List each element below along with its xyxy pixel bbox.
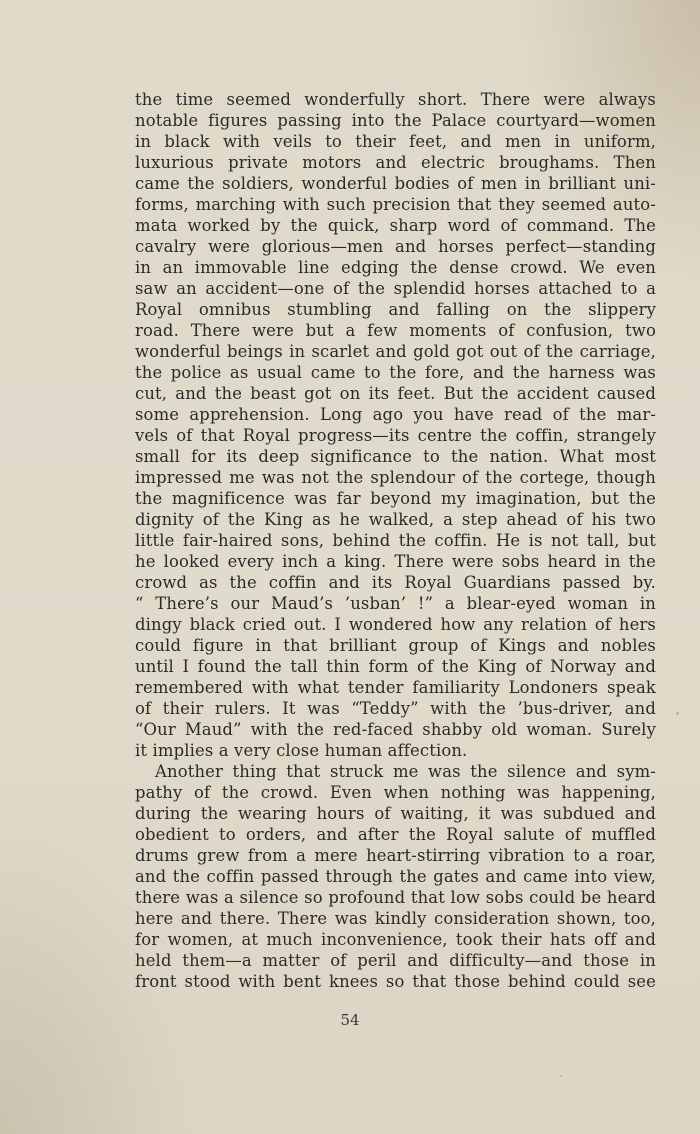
text-line: the time seemed wonderfully short. There were always bbox=[135, 90, 656, 109]
text-line: forms, marching with such precision that they seemed auto- bbox=[135, 195, 656, 214]
paragraph-end-line: it implies a very close human affection. bbox=[135, 741, 468, 760]
text-line: obedient to orders, and after the Royal salute of muffled bbox=[135, 825, 656, 844]
text-line: the police as usual came to the fore, and the harness was bbox=[135, 363, 656, 382]
text-line: in black with veils to their feet, and men in uniform, bbox=[135, 132, 656, 151]
text-line: drums grew from a mere heart-stirring vibration to a roar, bbox=[135, 846, 656, 865]
text-line: vels of that Royal progress—its centre the coffin, strangely bbox=[135, 426, 656, 445]
text-line: cut, and the beast got on its feet. But the accident caused bbox=[135, 384, 656, 403]
text-line: front stood with bent knees so that those behind could see bbox=[135, 972, 656, 991]
paper-speck bbox=[560, 1075, 562, 1077]
text-line: until I found the tall thin form of the King of Norway and bbox=[135, 657, 656, 676]
text-line: for women, at much inconvenience, took their hats off and bbox=[135, 930, 656, 949]
text-line: dingy black cried out. I wondered how any relation of hers bbox=[135, 615, 656, 634]
text-line: impressed me was not the splendour of the cortege, though bbox=[135, 468, 656, 487]
body-text bbox=[135, 89, 656, 992]
paragraph-start-line: Another thing that struck me was the silence and sym- bbox=[155, 762, 656, 781]
text-line: there was a silence so profound that low sobs could be heard bbox=[135, 888, 656, 907]
text-line: mata worked by the quick, sharp word of command. The bbox=[135, 216, 656, 235]
text-line: dignity of the King as he walked, a step ahead of his two bbox=[135, 510, 656, 529]
page-number: 54 bbox=[340, 1011, 360, 1029]
text-line: cavalry were glorious—men and horses perfect—standing bbox=[135, 237, 656, 256]
text-line: pathy of the crowd. Even when nothing was happening, bbox=[135, 783, 656, 802]
text-line: Royal omnibus stumbling and falling on the slippery bbox=[135, 300, 656, 319]
text-line: road. There were but a few moments of confusion, two bbox=[135, 321, 656, 340]
text-line: he looked every inch a king. There were sobs heard in the bbox=[135, 552, 656, 571]
text-line: notable figures passing into the Palace courtyard—women bbox=[135, 111, 656, 130]
text-line: the magnificence was far beyond my imagination, but the bbox=[135, 489, 656, 508]
text-line: during the wearing hours of waiting, it was subdued and bbox=[135, 804, 656, 823]
text-line: held them—a matter of peril and difficulty—and those in bbox=[135, 951, 656, 970]
text-line: here and there. There was kindly consideration shown, too, bbox=[135, 909, 656, 928]
text-line: of their rulers. It was “Teddy” with the ’bus-driver, and bbox=[135, 699, 656, 718]
text-line: luxurious private motors and electric broughams. Then bbox=[135, 153, 656, 172]
text-line: “ There’s our Maud’s ’usban’ !” a blear-eyed woman in bbox=[135, 594, 656, 613]
text-line: and the coffin passed through the gates and came into view, bbox=[135, 867, 656, 886]
text-line: wonderful beings in scarlet and gold got out of the carriage, bbox=[135, 342, 656, 361]
text-line: could figure in that brilliant group of Kings and nobles bbox=[135, 636, 656, 655]
text-line: remembered with what tender familiarity Londoners speak bbox=[135, 678, 656, 697]
text-line: in an immovable line edging the dense crowd. We even bbox=[135, 258, 656, 277]
text-line: some apprehension. Long ago you have read of the mar- bbox=[135, 405, 656, 424]
paper-speck bbox=[676, 712, 679, 715]
text-line: small for its deep significance to the nation. What most bbox=[135, 447, 656, 466]
text-line: saw an accident—one of the splendid horses attached to a bbox=[135, 279, 656, 298]
text-line: “Our Maud” with the red-faced shabby old woman. Surely bbox=[135, 720, 656, 739]
text-line: came the soldiers, wonderful bodies of men in brilliant uni- bbox=[135, 174, 656, 193]
text-line: crowd as the coffin and its Royal Guardians passed by. bbox=[135, 573, 656, 592]
text-line: little fair-haired sons, behind the coffin. He is not tall, but bbox=[135, 531, 656, 550]
